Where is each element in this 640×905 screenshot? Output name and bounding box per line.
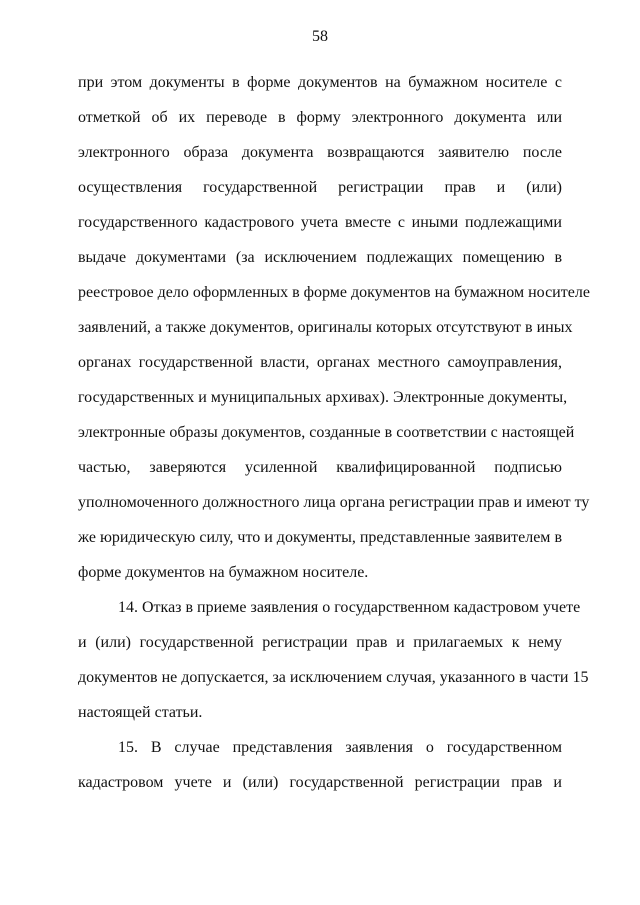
text-line: заявлений, а также документов, оригиналы которых отсутствуют в иных <box>78 319 573 336</box>
text-line: выдаче документами (за исключением подлежащих помещению в <box>78 249 562 266</box>
text-line: 14. Отказ в приеме заявления о государственном кадастровом учете <box>118 599 581 616</box>
text-line: уполномоченного должностного лица органа регистрации прав и имеют ту <box>78 494 590 511</box>
text-line: осуществления государственной регистрации прав и (или) <box>78 179 562 196</box>
text-line: государственного кадастрового учета вместе с иными подлежащими <box>78 214 562 231</box>
text-line: же юридическую силу, что и документы, представленные заявителем в <box>78 529 562 546</box>
text-line: форме документов на бумажном носителе. <box>78 564 369 581</box>
text-line: частью, заверяются усиленной квалифицированной подписью <box>78 459 562 476</box>
text-line: электронного образа документа возвращаются заявителю после <box>78 144 562 161</box>
text-line: отметкой об их переводе в форму электронного документа или <box>78 109 562 126</box>
text-line: 15. В случае представления заявления о государственном <box>118 739 562 756</box>
text-line: при этом документы в форме документов на бумажном носителе с <box>78 74 562 91</box>
text-line: электронные образы документов, созданные в соответствии с настоящей <box>78 424 575 441</box>
text-line: и (или) государственной регистрации прав и прилагаемых к нему <box>78 634 562 651</box>
text-line: государственных и муниципальных архивах). Электронные документы, <box>78 389 568 406</box>
text-line: кадастровом учете и (или) государственной регистрации прав и <box>78 774 562 791</box>
page-number: 58 <box>312 28 328 45</box>
text-line: документов не допускается, за исключением случая, указанного в части 15 <box>78 669 589 686</box>
text-line: органах государственной власти, органах местного самоуправления, <box>78 354 562 371</box>
text-line: настоящей статьи. <box>78 704 203 721</box>
text-line: реестровое дело оформленных в форме документов на бумажном носителе <box>78 284 590 301</box>
